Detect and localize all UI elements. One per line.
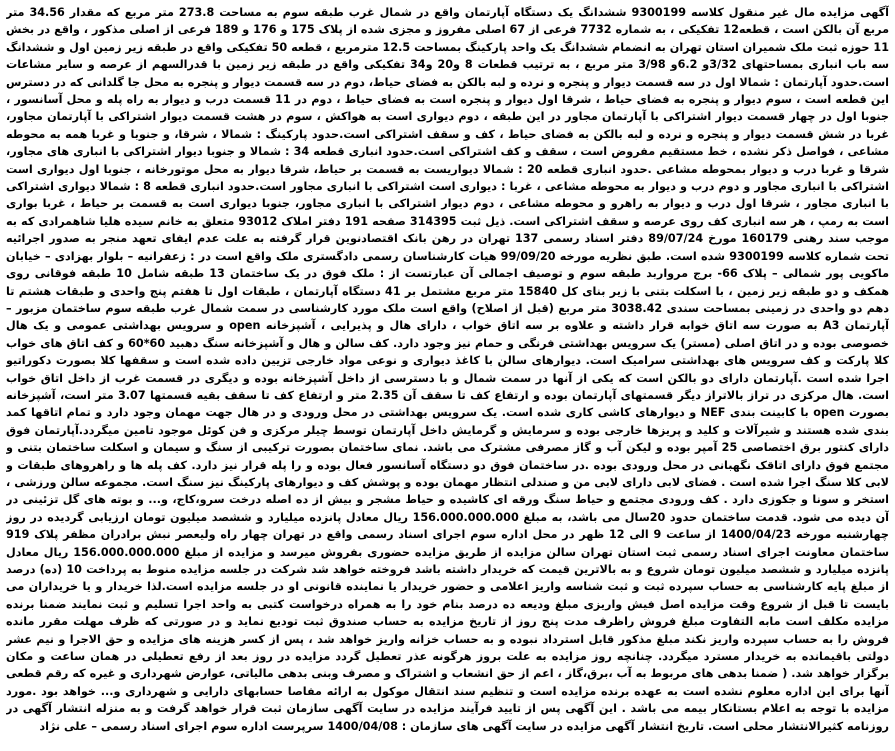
notice-paragraph: آگهی مزایده مال غیر منقول کلاسه 9300199 ششدانگ یک دستگاه آپارتمان واقع در شمال غرب طبقه سوم به مساحت 273.8 متر مربع که مقدار 34.56 متر مربع آن بالکن است ، قطعه12 تفکیکی ، به شماره 7732 فرعی از 67 اصلی مفروز و مجزی شده از پلاک 175 و 176 و 189 فرعی از اصلی مذکور ، واقع در بخش 11 حوزه ثبت ملک شمیران استان تهران به انضمام ششدانگ یک واحد پارکینگ بمساحت 12.5 مترمربع ، قطعه 50 تفکیکی واقع در طبقه زیر زمین اول و ششدانگ سه باب انباری بمساحتهای 3/32و 6.2و 3/98 متر مربع ، به ترتیب قطعات 8 و20 و34 تفکیکی واقع در طبقه زیر زمین با قدرالسهم از عرصه و سایر مشاعات است.حدود آپارتمان : شمالا اول در سه قسمت دیوار و پنجره و نرده و لبه بالکن به فضای حیاط، دوم در سه قسمت دیوار و پنجره به محل جا گلدانی که در دسترس این قطعه است ، سوم دیوار و پنجره به فضای حیاط ، شرقا اول دیوار و پنجره است به فضای حیاط ، دوم در 11 قسمت درب و دیوار به راه پله و محل آسانسور ، جنوبا اول در چهار قسمت دیوار اشتراکی با آپارتمان مجاور در این طبقه ، دوم دیواری است به هواکش ، سوم در هشت قسمت دیوار اشتراکی با آپارتمان مجاور، غربا در شش قسمت دیوار و پنجره و نرده و لبه بالکن به فضای حیاط ، کف و سقف اشتراکی است.حدود پارکینگ : شمالا ، شرقا، و جنوبا و غربا همه به محوطه مشاعی ، فواصل ذکر نشده ، خط مستقیم مفروض است ، سقف و کف اشتراکی است.حدود انباری قطعه 34 : شمالا و جنوبا دیوار اشتراکی با انباری های مجاور، شرقا و غربا درب و دیوار بمحوطه مشاعی .حدود انباری قطعه 20 : شمالا دیواریست به قسمت بر حیاط، شرقا دیوار به محل موتورخانه ، جنوبا اول دیواری است اشتراکی با انباری مجاور و دوم درب و دیوار به محوطه مشاعی ، غربا : دیواری است اشتراکی با انباری مجاور است.حدود انباری قطعه 8 : شمالا دیواری اشتراکی با انباری مجاور ، شرقا اول درب و دیوار به راهرو و محوطه مشاعی ، دوم دیوار اشتراکی با انباری مجاور، جنوبا دیواری است به قسمت بر حیاط ، غربا بواری است به رمپ ، هر سه انباری کف روی عرصه و سقف اشتراکی است. ذیل ثبت 314395 صفحه 191 دفتر املاک 93012 متعلق به خانم سیده هلیا شاهمرادی که به موجب سند رهنی 160179 مورخ 89/07/24 دفتر اسناد رسمی 137 تهران در رهن بانک اقتصادنوین قرار گرفته به علت عدم ایفای تعهد منجر به صدور اجرائیه تحت شماره کلاسه 9300199 شده است. طبق نظریه مورخه 99/09/20 هیات کارشناسان رسمی دادگستری ملک واقع است در : زعفرانیه – بلوار بهزادی – خیابان ماکویی پور شمالی – پلاک 66- برج مرواربد طبقه سوم و توصیف اجمالی آن عبارتست از : ملک فوق در یک ساختمان 13 طبقه شامل 10 طبقه فوقانی روی همکف و دو طبقه زیر زمین ، با اسکلت بتنی با زیر بنای کل 15840 متر مربع مشتمل بر 41 دستگاه آپارتمان ، طبقات اول تا هفتم پنج واحدی و طبقات هشتم تا دهم دو واحدی در زمینی بمساحت سندی 3038.42 متر مربع (قبل از اصلاح) واقع است ملک مورد کارشناسی در سمت شمال غرب طبقه سوم ساختمان مزبور – آپارتمان A3 به صورت سه اتاق خوابه قرار داشته و علاوه بر سه اتاق خواب ، دارای هال و پذیرایی ، آشپزخانه open و سرویس بهداشتی عمومی و یک هال خصوصی بوده و در اتاق اصلی (مستر) یک سرویس بهداشتی فرنگی و حمام نیز وجود دارد. کف سالن و هال و آشپزخانه سنگ دهبید 60*60 و کف اتاق های خواب کلا پارکت و کف سرویس های بهداشتی سرامیک است. دیوارهای سالن با کاغذ دیواری و نوعی مواد خارجی تزیین داده شده است و سقفها کلا بصورت دکوراتیو اجرا شده است .آپارتمان دارای دو بالکن است که یکی از آنها در سمت شمال و با دسترسی از داخل آشپزخانه بوده و دیگری در قسمت غرب از داخل اتاق خواب است. هال مرکزی در تراز بالاتراز دیگر قسمتهای آپارتمان بوده و ارتفاع کف تا سقف آن 2.35 متر و ارتفاع کف تا سقف بقیه قسمتها 3.07 متر است، آشپزخانه بصورت open با کابینت بندی NEF و دیوارهای کاشی کاری شده است. یک سرویس بهداشتی در محل ورودی و در هال جهت مهمان وجود دارد و تمام اتاقها کمد بندی شده هستند و شیرآلات و کلید و پریزها خارجی بوده و سرمایش و گرمایش داخل آپارتمان توسط چیلر مرکزی و فن کوئل موجود تامین میگردد.آپارتمان فوق دارای کنتور برق اختصاصی 25 آمپر بوده و لیکن آب و گاز مصرفی مشترک می باشد. نمای ساختمان بصورت ترکیبی از سنگ و سیمان و اسکلت ساختمان بتنی و مجتمع فوق دارای اتاقک نگهبانی در محل ورودی بوده .در ساختمان فوق دو دستگاه آسانسور فعال بوده و را پله قرار نیز دارد. کف پله ها و راهروهای طبقات و لابی کلا سنگ اجرا شده است . فضای لابی دارای لابی من و صندلی انتظار مهمان بوده و پوشش کف و دیوارهای پارکینگ نیز سنگ است. مجموعه سالن ورزشی ، استخر و سونا و جکوزی دارد . کف ورودی مجتمع و حیاط سنگ ورقه ای کاشیده و حیاط مشجر و بیش از ده اصله درخت سرو،کاج، و... و بوته های گل تزئینی در آن دیده می شود. قدمت ساختمان حدود 20سال می باشد، به مبلغ 156.000.000.000 ریال معادل پانزده میلیارد و ششصد میلیون تومان ارزیابی گردیده در روز چهارشنبه مورخه 1400/04/23 از ساعت 9 الی 12 ظهر در محل اداره سوم اجرای اسناد رسمی واقع در تهران چهار راه ولیعصر نبش برادران مظفر پلاک 919 ساختمان معاونت اجرای اسناد رسمی ثبت استان تهران سالن مزایده از طریق مزایده حضوری بفروش میرسد و مزایده از مبلغ 156.000.000.000 ریال معادل پانزده میلیارد و ششصد میلیون تومان شروع و به بالاترین قیمت که خریدار داشته باشد فروخته خواهد شد شرکت در جلسه مزایده منوط به پرداخت 10 (ده) درصد از مبلغ پایه کارشناسی به حساب سپرده ثبت و ثبت شناسه واریز اعلامی و حضور خریدار یا نماینده قانونی او در جلسه مزایده است.لذا خریدار و یا خریداران می بایست تا قبل از شروع وقت مزایده اصل فیش واریزی مبلغ ودیعه ده درصد بنام خود را به همراه درخواست کتبی به واحد اجرا تسلیم و ثبت نمایند ضمنا برنده مزایده مکلف است مابه التفاوت مبلغ فروش راظرف مدت پنج روز از تاریخ مزایده به حساب صندوق ثبت تودیع نماید و در صورتی که ظرف مهلت مقرر مانده فروش را به حساب سپرده واریز نکند مبلغ مذکور قابل استرداد نبوده و به حساب خزانه واریز خواهد شد ، پس از کسر هزینه های مزایده و حق الاجرا و نیم عشر دولتی باقیمانده به خریدار مسترد میگردد. چنانچه روز مزایده به علت بروز هرگونه عذر تعطیل گردد مزایده در روز بعد از رفع تعطیلی در همان ساعت و مکان برگزار خواهد شد. ( ضمنا بدهی های مربوط به آب ،برق،گاز ، اعم از حق انشعاب و اشتراک و مصرف وبنی بدهی مالیاتی، عوارض شهرداری و غیره که رقم قطعی آنها برای این اداره معلوم نشده است به عهده برنده مزایده است و تنظیم سند انتقال موکول به ارائه مفاصا حسابهای دارایی و شهرداری و... خواهد بود .مورد مزایده با توجه به اعلام بستانکار بیمه می باشد . این آگهی پس از تایید فرآیند مزایده در سایت آگهی سازمان ثبت قرار خواهد گرفت و به منزله انتشار آگهی در روزنامه کثیرالانتشار محلی است. تاریخ انتشار آگهی مزایده در سایت آگهی های سازمان : 1400/04/08 سرپرست اداره سوم اجرای اسناد رسمی – علی نژاد (6, 6, 889, 733)
auction-notice (6, 4, 889, 748)
